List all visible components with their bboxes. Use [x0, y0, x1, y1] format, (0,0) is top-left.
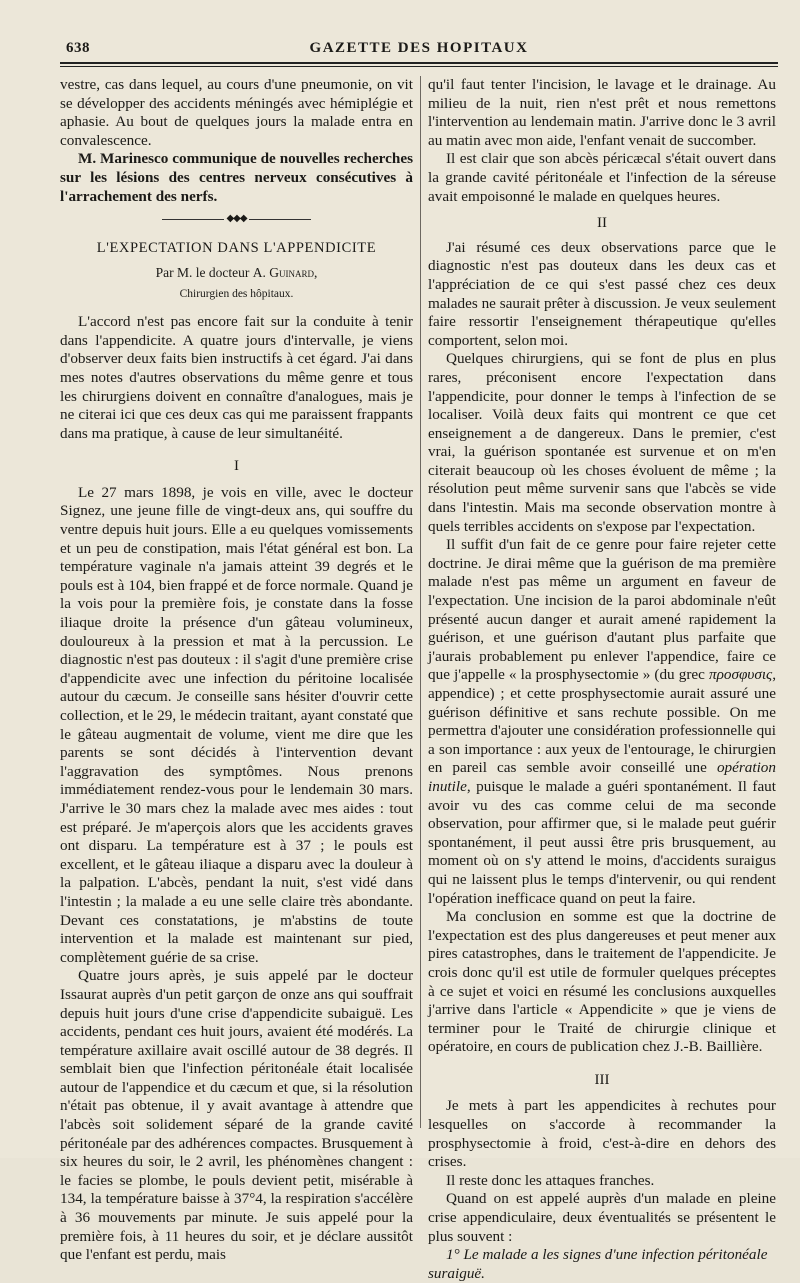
paragraph: Ma conclusion en somme est que la doctrine de l'expectation est des plus dangereuses et peut mener aux pires catastrophes, dans le traitement de l'appendicite. Je crois donc qu'il est utile de formuler quelques préceptes à ce sujet et voici en résumé les conclusions auxquelles j'arrive dans l'article « Appendicite » que je viens de terminer pour le Traité de chirurgie clinique et opératoire, en cours de publication chez J.-B. Baillière. — [428, 908, 776, 1056]
column-divider — [420, 76, 421, 1128]
paragraph: Quatre jours après, je suis appelé par le docteur Issaurat auprès d'un petit garçon de onze ans qui souffrait depuis huit jours d'une crise d'appendicite subaiguë. Les accidents, pendant ces huit jours, avaient été modérés. La température axillaire avait oscillé autour de 38 degrés. Il semblait bien que l'infection péritonéale était localisée autour de l'appendice et du cæcum et que, si la résolution n'était pas obtenue, il y avait avantage à attendre que l'abcès soit solidement séparé de la grande cavité péritonéale par des adhérences compactes. Brusquement à six heures du soir, le 2 avril, les phénomènes changent : le facies se plombe, le pouls devient petit, misérable à 134, la température baisse à 37°4, la respiration s'accélère à 36 mouvements par minute. Je suis appelé pour la première fois, à 11 heures du soir, et je déclare aussitôt que l'enfant est perdu, mais — [60, 967, 413, 1264]
author-line — [60, 264, 413, 283]
greek-word: προσφυσις — [708, 666, 773, 684]
left-column — [60, 76, 413, 1265]
paragraph: qu'il faut tenter l'incision, le lavage et le drainage. Au milieu de la nuit, rien n'est prêt et nous remettons l'intervention au lendemain matin. J'arrive donc le 3 avril au matin avec mon aide, l'enfant venait de succomber. — [428, 76, 776, 149]
author-role: Chirurgien des hôpitaux. — [179, 287, 294, 300]
article-title: L'EXPECTATION DANS L'APPENDICITE — [96, 240, 377, 257]
paragraph: Quand on est appelé auprès d'un malade en pleine crise appendiculaire, deux éventualités se présentent le plus souvent : — [428, 1190, 776, 1245]
paragraph: L'accord n'est pas encore fait sur la conduite à tenir dans l'appendicite. A quatre jours d'intervalle, je viens d'observer deux faits bien instructifs à cet égard. J'ai dans mes notes d'autres observations du même genre et tous les chirurgiens doivent en connaître d'analogues, mais je ne citerai ici que ces deux cas qui me paraissent frappants dans ma pratique, à cause de leur simultanéité. — [60, 313, 413, 442]
paragraph-marinesco: M. Marinesco communique de nouvelles recherches sur les lésions des centres nerveux consécutives à l'arrachement des nerfs. — [60, 150, 413, 205]
italic-phrase: opération inutile — [428, 759, 776, 795]
page-number: 638 — [66, 40, 90, 56]
header-rule-thick — [60, 62, 778, 64]
paragraph: vestre, cas dans lequel, au cours d'une pneumonie, on vit se développer des accidents méningés avec hémiplégie et aphasie. Au bout de quelques jours la malade entra en convalescence. — [60, 76, 413, 149]
paragraph — [428, 536, 776, 908]
header-rule-thin — [60, 66, 778, 67]
journal-title: GAZETTE DES HOPITAUX — [309, 40, 529, 56]
paragraph: Je mets à part les appendicites à rechutes pour lesquelles on s'accorde à recommander la prosphysectomie à froid, c'est-à-dire en dehors des crises. — [428, 1097, 776, 1171]
page-header — [60, 38, 778, 60]
paragraph: Il est clair que son abcès péricæcal s'était ouvert dans la grande cavité péritonéale et l'infection de la séreuse avait empoisonné le malade en quelques heures. — [428, 150, 776, 205]
paragraph: J'ai résumé ces deux observations parce que le diagnostic n'est pas douteux dans les deux cas et l'appréciation de ce qui s'est passé chez ces deux malades ne saurait prêter à discussion. Je veux seulement faire ressortir l'enseignement thérapeutique qu'elles comportent, selon moi. — [428, 238, 776, 349]
paragraph: Il reste donc les attaques franches. — [446, 1171, 655, 1189]
paragraph: Quelques chirurgiens, qui se font de plus en plus rares, préconisent encore l'expectation dans l'appendicite, pour donner le temps à l'infection de se localiser. Voilà deux faits qui montrent ce que cet enseignement a de dangereux. Dans le premier, c'est vrai, la guérison spontanée est survenue et on m'en citerait beaucoup où les choses évoluent de même ; la résolution peut même survenir sans que l'abcès se vide dans l'intestin. Mais ma seconde observation montre à quels terribles accidents on s'expose par l'expectation. — [428, 350, 776, 535]
text-run: , puisque le malade a guéri spontanément. Il faut avoir vu des cas comme celui de ma seconde observation, pour affirmer que, si le malade peut guérir spontanément, il peut aussi être pris brusquement, au moment où on s'y attend le moins, d'accidents suraigus qui ne laissent plus le temps d'intervenir, ou qui rendent l'opération inefficace quand on peut la faire. — [428, 777, 776, 907]
paragraph: Le 27 mars 1898, je vois en ville, avec le docteur Signez, une jeune fille de vingt-deux ans, qui souffre du ventre depuis huit jours. Elle a eu quelques vomissements et un peu de constipation, mais l'état général est bon. La température vaginale n'a jamais atteint 39 degrés et le pouls est à 104, bien frappé et de force normale. Quand je la vois pour la première fois, je constate dans la fosse iliaque droite la présence d'un gâteau volumineux, douloureux à la pression et mat à la percussion. Le diagnostic n'est pas douteux : il s'agit d'une première crise d'appendicite avec une infection du péritoine localisée autour du cæcum. Je conseille sans hésiter d'ouvrir cette collection, et le 29, le médecin traitant, ayant constaté que le gâteau augmentait de volume, vient me dire que les parents se sont décidés à l'intervention devant l'aggravation des symptômes. Nous prenons immédiatement rendez-vous pour le lendemain 30 mars. J'arrive le 30 mars chez la malade avec mes aides : tout est préparé. Je m'aperçois alors que les accidents graves ont disparu. La température est à 37 ; le pouls est excellent, et le gâteau iliaque a disparu avec la douleur à la palpation. L'abcès, pendant la nuit, s'est vidé dans l'intestin ; la malade a eu une selle claire très abondante. Devant ces constatations, je m'abstins de toute intervention et la malade est maintenant sur pied, complètement guérie de sa crise. — [60, 483, 413, 966]
paragraph: 1° Le malade a les signes d'une infection péritonéale suraiguë. — [428, 1246, 768, 1282]
text-run: Il suffit d'un fait de ce genre pour faire rejeter cette doctrine. Je dirai même que la guérison de ma première malade n'est pas même un argument en faveur de l'expectation. Une incision de la paroi abdominale n'eût présenté aucun danger et aurait amené rapidement la guérison, et une guérison d'autant plus parfaite que j'aurais probablement pu enlever l'appendice, faire ce que j'appelle « la prosphysectomie » (du grec — [428, 536, 776, 684]
section-number-I: I — [234, 458, 239, 475]
text-run: , appendice) ; et cette prosphysectomie aurait assuré une guérison définitive et sans rechute possible. On me permettra d'ajouter une considération professionnelle qui a son importance : aux yeux de l'entourage, le chirurgien en pareil cas semble avoir conseillé une — [428, 666, 776, 777]
section-number-II: II — [597, 215, 607, 232]
right-column — [428, 76, 776, 1283]
author-prefix: Par M. le docteur — [155, 264, 253, 280]
section-number-III: III — [594, 1071, 610, 1088]
separator-ornament: ◆◆◆ — [60, 210, 413, 229]
author-name: A. Guinard, — [252, 264, 318, 280]
